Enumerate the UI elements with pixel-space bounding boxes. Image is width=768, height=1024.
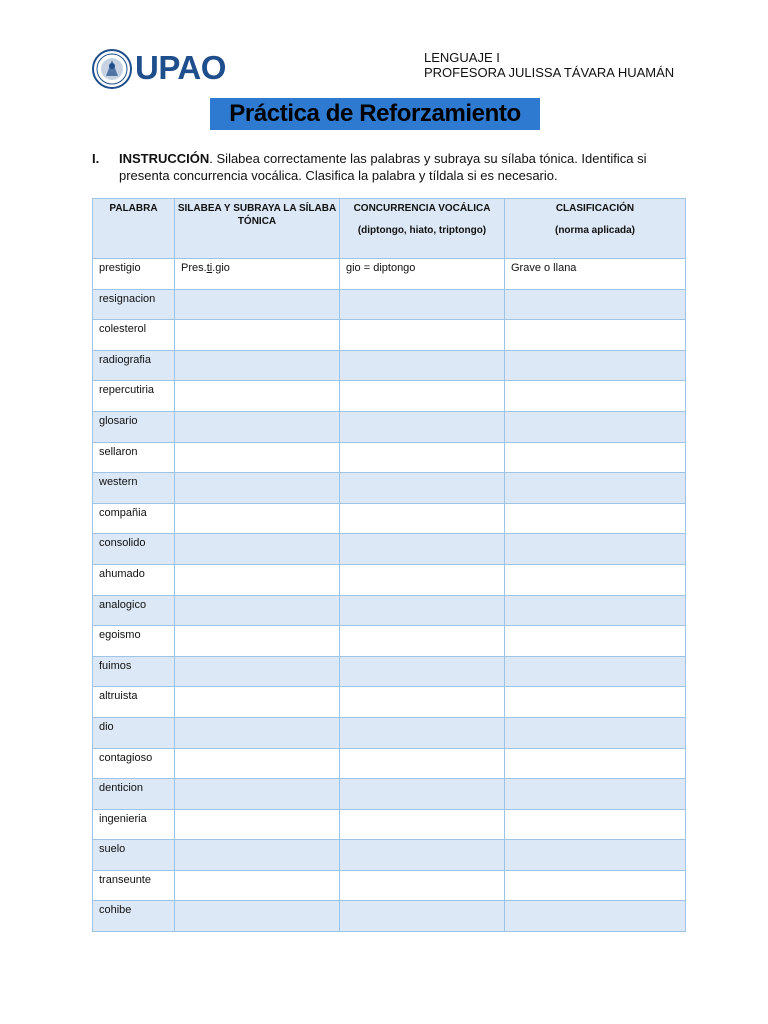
word-cell: egoismo [93,626,175,657]
table-row [93,656,686,687]
table-row [93,840,686,871]
word-cell: glosario [93,411,175,442]
concurrence-cell[interactable] [340,870,505,901]
classification-cell[interactable] [505,289,686,320]
title-banner [210,98,540,130]
classification-cell[interactable] [505,350,686,381]
concurrence-cell[interactable] [340,473,505,504]
concurrence-cell[interactable] [340,411,505,442]
concurrence-cell[interactable] [340,595,505,626]
syllables-cell[interactable] [175,442,340,473]
table-row-example [93,259,686,290]
concurrence-cell[interactable] [340,717,505,748]
table-row [93,534,686,565]
word-cell: ingenieria [93,809,175,840]
classification-cell[interactable] [505,320,686,351]
classification-cell[interactable] [505,381,686,412]
concurrence-cell[interactable] [340,442,505,473]
table-row [93,350,686,381]
header-info [424,50,674,80]
word-cell: fuimos [93,656,175,687]
syllables-cell[interactable] [175,626,340,657]
word-cell: sellaron [93,442,175,473]
syllables-cell[interactable] [175,320,340,351]
word-cell: compañia [93,503,175,534]
table-row [93,779,686,810]
classification-cell[interactable] [505,656,686,687]
instruction-body: . Silabea correctamente las palabras y subraya su sílaba tónica. Identifica si presenta concurrencia vocálica. Clasifica la palabra y tíldala si es necesario. [119,151,647,183]
exercise-table [92,198,686,932]
table-row [93,442,686,473]
header-clasificacion: CLASIFICACIÓN (norma aplicada) [505,199,686,259]
concurrence-cell[interactable] [340,687,505,718]
syllables-cell[interactable] [175,564,340,595]
classification-cell[interactable] [505,717,686,748]
header-concurrencia: CONCURRENCIA VOCÁLICA (diptongo, hiato, triptongo) [340,199,505,259]
concurrence-cell[interactable]: gio = diptongo [340,259,505,290]
word-cell: prestigio [93,259,175,290]
professor-name: PROFESORA JULISSA TÁVARA HUAMÁN [424,65,675,80]
table-header-row [93,199,686,259]
word-cell: altruista [93,687,175,718]
table-row [93,717,686,748]
table-row [93,411,686,442]
syllables-cell[interactable] [175,534,340,565]
concurrence-cell[interactable] [340,534,505,565]
classification-cell[interactable] [505,442,686,473]
syllables-cell[interactable] [175,350,340,381]
word-cell: cohibe [93,901,175,932]
syllables-cell[interactable]: Pres.ti.gio [175,259,340,290]
syllables-cell[interactable] [175,779,340,810]
concurrence-cell[interactable] [340,503,505,534]
classification-cell[interactable] [505,687,686,718]
concurrence-cell[interactable] [340,748,505,779]
word-cell: transeunte [93,870,175,901]
concurrence-cell[interactable] [340,381,505,412]
table-row [93,289,686,320]
table-row [93,381,686,412]
syllables-cell[interactable] [175,289,340,320]
word-cell: ahumado [93,564,175,595]
instruction-label: INSTRUCCIÓN [119,151,210,166]
syllables-cell[interactable] [175,717,340,748]
concurrence-cell[interactable] [340,901,505,932]
word-cell: repercutiria [93,381,175,412]
classification-cell[interactable] [505,870,686,901]
classification-cell[interactable] [505,748,686,779]
page-title: Práctica de Reforzamiento [229,100,521,127]
classification-cell[interactable] [505,809,686,840]
classification-cell[interactable] [505,503,686,534]
table-row [93,748,686,779]
concurrence-cell[interactable] [340,320,505,351]
word-cell: resignacion [93,289,175,320]
syllables-cell[interactable] [175,381,340,412]
syllables-cell[interactable] [175,473,340,504]
syllables-cell[interactable] [175,595,340,626]
concurrence-cell[interactable] [340,809,505,840]
syllables-cell[interactable] [175,748,340,779]
concurrence-cell[interactable] [340,350,505,381]
table-row [93,687,686,718]
syllables-cell[interactable] [175,687,340,718]
syllables-cell[interactable] [175,503,340,534]
concurrence-cell[interactable] [340,289,505,320]
word-cell: analogico [93,595,175,626]
table-row [93,870,686,901]
table-row [93,320,686,351]
header-silabea: SILABEA Y SUBRAYA LA SÍLABA TÓNICA [175,199,340,259]
table-row [93,503,686,534]
classification-cell[interactable] [505,564,686,595]
concurrence-cell[interactable] [340,656,505,687]
concurrence-cell[interactable] [340,840,505,871]
instruction-text [119,150,689,184]
syllables-cell[interactable] [175,840,340,871]
classification-cell[interactable] [505,473,686,504]
concurrence-cell[interactable] [340,779,505,810]
logo-text: UPAO [135,49,226,86]
table-row [93,473,686,504]
syllables-cell[interactable] [175,809,340,840]
table-row [93,626,686,657]
table-row [93,564,686,595]
syllables-cell[interactable] [175,411,340,442]
word-cell: radiografia [93,350,175,381]
word-cell: dio [93,717,175,748]
classification-cell[interactable] [505,779,686,810]
instruction-number: I. [92,151,100,166]
classification-cell[interactable] [505,534,686,565]
syllables-cell[interactable] [175,656,340,687]
tonic-syllable: ti [206,262,213,274]
table-row [93,901,686,932]
classification-cell[interactable] [505,626,686,657]
word-cell: contagioso [93,748,175,779]
word-cell: colesterol [93,320,175,351]
word-cell: consolido [93,534,175,565]
word-cell: western [93,473,175,504]
classification-cell[interactable]: Grave o llana [505,259,686,290]
syllables-cell[interactable] [175,901,340,932]
header-palabra: PALABRA [93,199,175,259]
classification-cell[interactable] [505,411,686,442]
word-cell: suelo [93,840,175,871]
syllables-cell[interactable] [175,870,340,901]
concurrence-cell[interactable] [340,564,505,595]
table-row [93,809,686,840]
table-row [93,595,686,626]
course-name: LENGUAJE I [424,50,500,65]
classification-cell[interactable] [505,901,686,932]
word-cell: denticion [93,779,175,810]
classification-cell[interactable] [505,595,686,626]
concurrence-cell[interactable] [340,626,505,657]
classification-cell[interactable] [505,840,686,871]
